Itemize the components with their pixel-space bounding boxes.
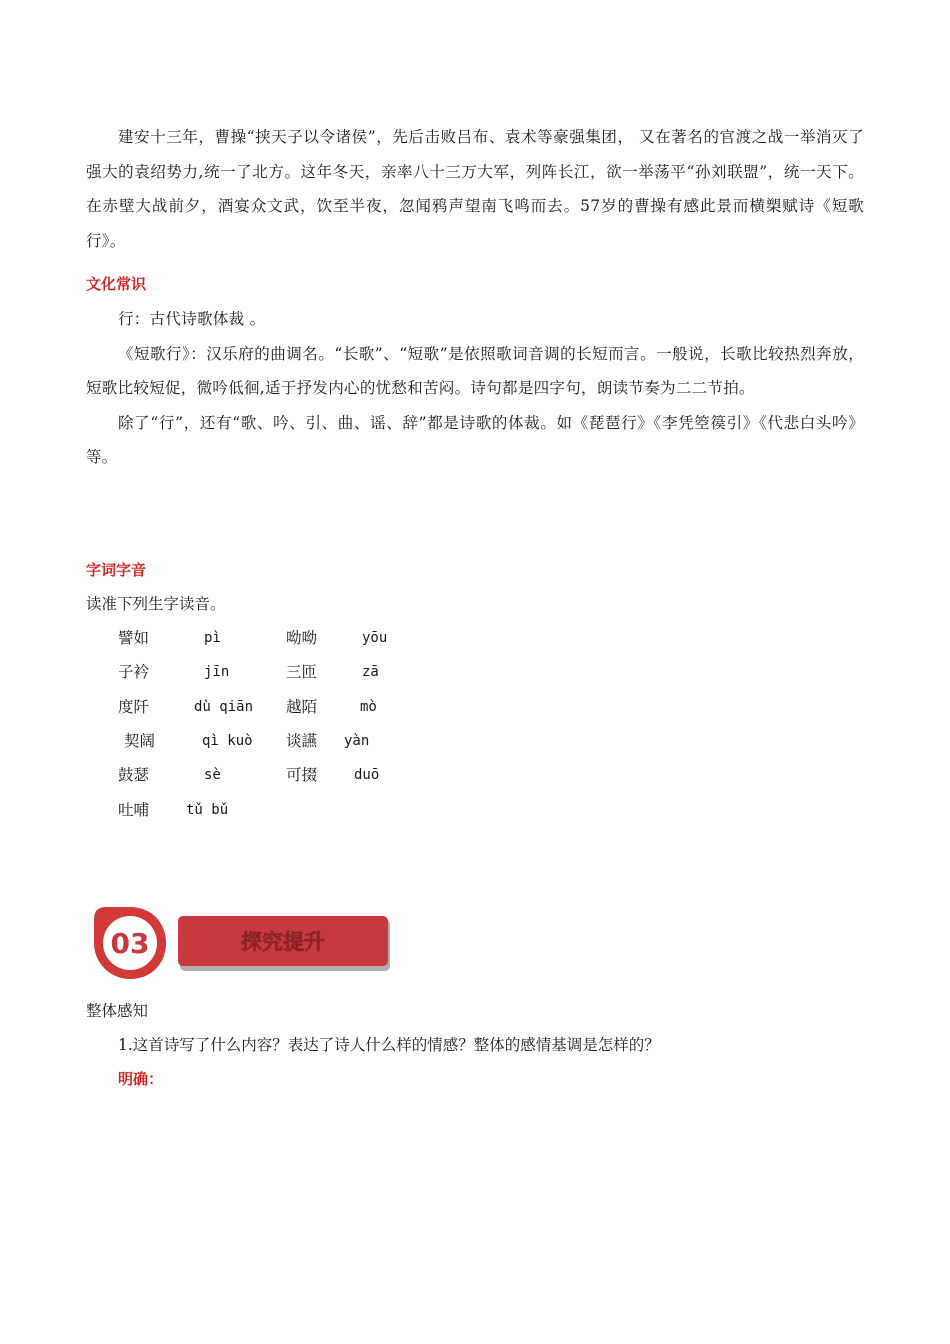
culture-block (86, 302, 864, 475)
vocab-word: 譬如 (118, 629, 150, 647)
intro-paragraph: 建安十三年，曹操“挟天子以令诸侯”，先后击败吕布、袁术等豪强集团， 又在著名的官渡之战一举消灭了强大的袁绍势力,统一了北方。这年冬天，亲率八十三万大军，列阵长江，欲一举荡平“孙刘联盟”，统一天下。在赤壁大战前夕，酒宴众文武，饮至半夜，忽闻鸦声望南飞鸣而去。57岁的曹操有感此景而横槊赋诗《短歌行》。 (86, 128, 864, 250)
vocab-word: 鼓瑟 (118, 766, 150, 784)
vocab-word: 越陌 (286, 698, 318, 716)
section-number: 03 (110, 927, 150, 960)
section-banner (92, 905, 392, 985)
culture-paragraph-2: 《短歌行》：汉乐府的曲调名。“长歌”、“短歌”是依照歌词音调的长短而言。一般说，长歌比较热烈奔放，短歌比较短促，微吟低徊,适于抒发内心的忧愁和苦闷。诗句都是四字句，朗读节奏为二二节拍。 (86, 344, 864, 397)
vocab-pinyin: jīn (204, 664, 230, 680)
vocab-pinyin: tǔ bǔ (186, 802, 229, 818)
vocab-pinyin: dù qiān (194, 699, 254, 715)
vocab-heading: 字词字音 (86, 561, 147, 579)
section-title-bar (178, 916, 390, 971)
vocab-pinyin: pì (204, 630, 221, 646)
culture-line-1: 行：古代诗歌体裁 。 (118, 310, 266, 328)
vocab-word: 子衿 (118, 663, 150, 681)
vocab-word: 呦呦 (286, 629, 318, 647)
culture-heading: 文化常识 (86, 275, 147, 293)
vocab-instruction: 读准下列生字读音。 (86, 595, 226, 613)
vocab-word: 契阔 (124, 732, 156, 750)
vocab-word: 吐哺 (118, 801, 150, 819)
section-title: 探究提升 (241, 930, 325, 954)
vocab-pinyin: duō (354, 767, 380, 783)
vocab-pinyin: zā (362, 664, 379, 680)
vocab-word: 谈讌 (286, 732, 318, 750)
vocab-pinyin: qì kuò (202, 733, 253, 749)
vocab-pinyin: mò (360, 699, 377, 715)
culture-paragraph-3: 除了“行”，还有“歌、吟、引、曲、谣、辞”都是诗歌的体裁。如《琵琶行》《李凭箜篌引》《代悲白头吟》等。 (86, 413, 864, 466)
vocab-word: 可掇 (286, 766, 318, 784)
vocab-pinyin: sè (204, 767, 221, 783)
answer-label: 明确： (118, 1070, 164, 1088)
section-number-badge (94, 907, 166, 979)
explore-heading: 整体感知 (86, 1002, 149, 1020)
vocab-word: 度阡 (118, 698, 150, 716)
vocab-pinyin: yōu (362, 630, 388, 646)
vocab-word: 三匝 (286, 663, 318, 681)
question-1: 1.这首诗写了什么内容？表达了诗人什么样的情感？整体的感情基调是怎样的？ (118, 1036, 660, 1054)
vocab-pinyin: yàn (344, 733, 370, 749)
